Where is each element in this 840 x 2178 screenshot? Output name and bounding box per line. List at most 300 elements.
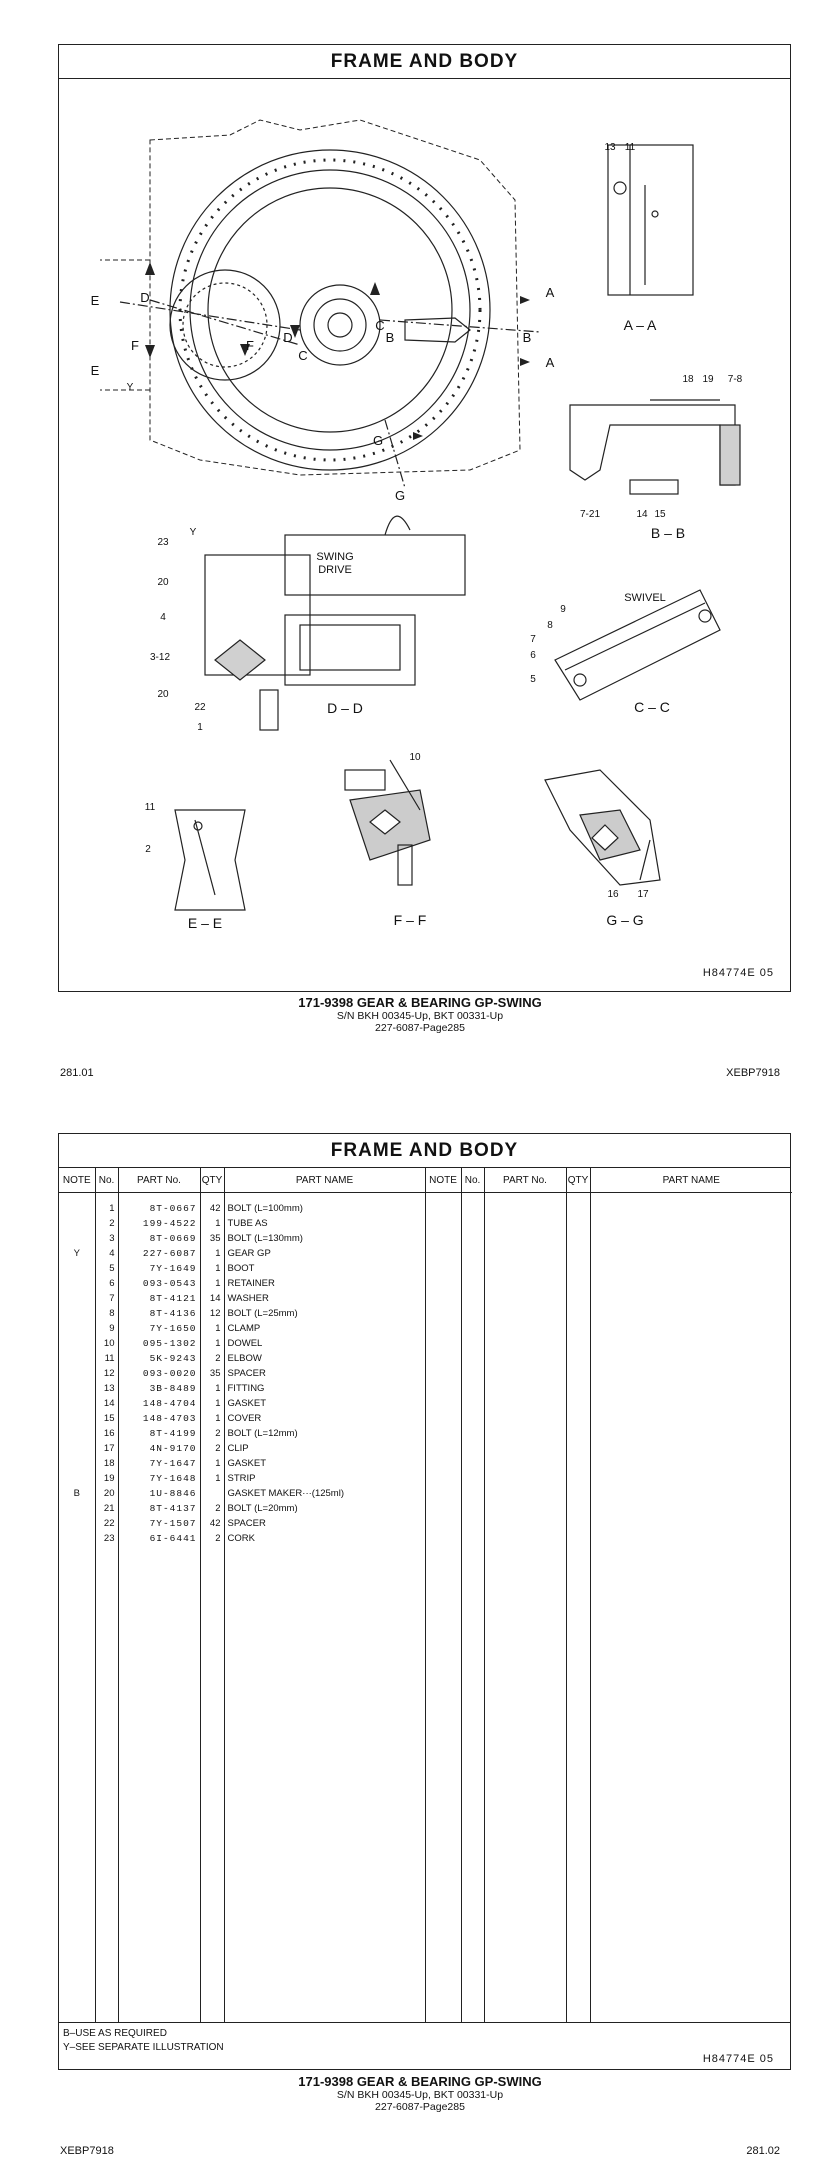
cell-name: GASKET [224, 1396, 425, 1411]
callout-13: 13 [604, 142, 616, 153]
table-row [59, 1216, 792, 1231]
cell-qty: 1 [200, 1381, 224, 1396]
footnote-b: B–USE AS REQUIRED [63, 2028, 167, 2039]
cell-part-no: 8T-4137 [118, 1501, 200, 1516]
empty-cell [590, 1516, 792, 1531]
empty-cell [484, 1336, 566, 1351]
empty-cell [566, 1486, 590, 1501]
empty-cell [461, 1261, 484, 1276]
empty-cell [484, 1411, 566, 1426]
detail-d-d [205, 516, 465, 730]
cell-qty: 2 [200, 1351, 224, 1366]
empty-cell [484, 1381, 566, 1396]
cell-note [59, 1456, 95, 1471]
empty-cell [566, 1471, 590, 1486]
empty-cell [461, 1291, 484, 1306]
empty-cell [566, 1441, 590, 1456]
cell-name: GEAR GP [224, 1246, 425, 1261]
cell-name: GASKET [224, 1456, 425, 1471]
callout-20-bottom: 20 [157, 689, 169, 700]
empty-cell [484, 1456, 566, 1471]
callout-22: 22 [194, 702, 206, 713]
cell-part-no: 4N-9170 [118, 1441, 200, 1456]
empty-cell [425, 1381, 461, 1396]
cell-note [59, 1366, 95, 1381]
empty-cell [484, 1516, 566, 1531]
cell-part-no: 8T-0667 [118, 1201, 200, 1216]
empty-cell [461, 1366, 484, 1381]
letter-b-right: B [522, 330, 532, 345]
cell-qty: 42 [200, 1516, 224, 1531]
cell-qty: 1 [200, 1456, 224, 1471]
empty-cell [566, 1426, 590, 1441]
cell-no: 9 [95, 1321, 118, 1336]
cell-qty: 1 [200, 1216, 224, 1231]
cell-part-no: 148-4703 [118, 1411, 200, 1426]
cell-no: 22 [95, 1516, 118, 1531]
cell-name: BOLT (L=130mm) [224, 1231, 425, 1246]
callout-8: 8 [547, 620, 553, 631]
empty-cell [461, 1336, 484, 1351]
empty-cell [590, 1426, 792, 1441]
empty-cell [590, 1321, 792, 1336]
label-f-f: F – F [393, 912, 427, 928]
cell-part-no: 7Y-1650 [118, 1321, 200, 1336]
header-note-2: NOTE [425, 1168, 461, 1193]
cell-no: 18 [95, 1456, 118, 1471]
empty-cell [425, 1276, 461, 1291]
letter-y-dd: Y [189, 527, 197, 538]
cell-name: ELBOW [224, 1351, 425, 1366]
empty-cell [484, 1351, 566, 1366]
cell-no: 17 [95, 1441, 118, 1456]
swing-drive-pinion [300, 285, 380, 365]
empty-cell [461, 1486, 484, 1501]
cell-part-no: 7Y-1507 [118, 1516, 200, 1531]
parts-rows [59, 1193, 792, 1547]
detail-e-e [175, 810, 245, 910]
empty-cell [461, 1411, 484, 1426]
callout-11-aa: 11 [624, 142, 636, 153]
empty-cell [566, 1261, 590, 1276]
label-swivel: SWIVEL [624, 592, 666, 604]
table-row [59, 1411, 792, 1426]
cell-no: 14 [95, 1396, 118, 1411]
cell-qty: 1 [200, 1411, 224, 1426]
callout-1: 1 [197, 722, 203, 733]
empty-cell [425, 1351, 461, 1366]
cell-name: CLAMP [224, 1321, 425, 1336]
cell-name: BOLT (L=25mm) [224, 1306, 425, 1321]
cell-name: FITTING [224, 1381, 425, 1396]
cell-no: 7 [95, 1291, 118, 1306]
table-row [59, 1426, 792, 1441]
cell-part-no: 5K-9243 [118, 1351, 200, 1366]
cell-part-no: 8T-4199 [118, 1426, 200, 1441]
cell-name: GASKET MAKER···(125ml) [224, 1486, 425, 1501]
letter-f-right: F [246, 338, 254, 353]
callout-11-ee: 11 [144, 802, 156, 813]
empty-cell [425, 1411, 461, 1426]
cell-name: BOOT [224, 1261, 425, 1276]
empty-cell [566, 1531, 590, 1546]
cell-note [59, 1531, 95, 1546]
empty-cell [461, 1201, 484, 1216]
empty-cell [590, 1276, 792, 1291]
empty-cell [590, 1216, 792, 1231]
empty-cell [566, 1381, 590, 1396]
empty-cell [566, 1366, 590, 1381]
empty-cell [461, 1321, 484, 1336]
swivel-opening [170, 270, 280, 380]
detail-a-a [608, 145, 693, 295]
empty-cell [484, 1426, 566, 1441]
callout-7: 7 [530, 634, 536, 645]
letter-y-frame: Y [126, 382, 134, 393]
parts-table [59, 1168, 792, 1546]
cell-note [59, 1291, 95, 1306]
callout-5: 5 [530, 674, 536, 685]
empty-cell [590, 1411, 792, 1426]
header-part-no-2: PART No. [484, 1168, 566, 1193]
page1-title: FRAME AND BODY [330, 51, 519, 72]
callout-17: 17 [637, 889, 649, 900]
cell-note [59, 1321, 95, 1336]
cell-no: 19 [95, 1471, 118, 1486]
swivel-body [405, 318, 470, 342]
table-row [59, 1321, 792, 1336]
empty-cell [461, 1516, 484, 1531]
cell-no: 4 [95, 1246, 118, 1261]
cell-no: 13 [95, 1381, 118, 1396]
cell-note [59, 1501, 95, 1516]
cell-qty: 2 [200, 1531, 224, 1546]
cell-qty: 1 [200, 1471, 224, 1486]
cell-qty: 1 [200, 1276, 224, 1291]
cell-no: 20 [95, 1486, 118, 1501]
empty-cell [590, 1471, 792, 1486]
table-row [59, 1501, 792, 1516]
empty-cell [461, 1426, 484, 1441]
label-e-e: E – E [187, 915, 223, 931]
cell-name: STRIP [224, 1471, 425, 1486]
cell-name: BOLT (L=20mm) [224, 1501, 425, 1516]
empty-cell [484, 1291, 566, 1306]
header-qty-2: QTY [566, 1168, 590, 1193]
table-row [59, 1276, 792, 1291]
label-g-g: G – G [606, 912, 644, 928]
empty-cell [461, 1531, 484, 1546]
label-d-d: D – D [327, 700, 363, 716]
empty-cell [590, 1456, 792, 1471]
empty-cell [425, 1396, 461, 1411]
empty-cell [425, 1261, 461, 1276]
letter-c-left: C [298, 348, 308, 363]
empty-cell [425, 1531, 461, 1546]
header-part-no: PART No. [118, 1168, 200, 1193]
label-a-a: A – A [623, 317, 657, 333]
callout-4: 4 [160, 612, 166, 623]
cell-part-no: 8T-4136 [118, 1306, 200, 1321]
empty-cell [566, 1456, 590, 1471]
cell-part-no: 8T-0669 [118, 1231, 200, 1246]
cell-note: Y [59, 1246, 95, 1261]
table-row [59, 1516, 792, 1531]
empty-cell [484, 1486, 566, 1501]
cell-note [59, 1381, 95, 1396]
cell-qty: 1 [200, 1321, 224, 1336]
letter-a-top: A [545, 285, 555, 300]
callout-7-8: 7-8 [727, 374, 743, 385]
cell-name: BOLT (L=12mm) [224, 1426, 425, 1441]
letter-d-left: D [140, 290, 150, 305]
frame-drawing [100, 120, 520, 475]
letter-f-left: F [131, 338, 139, 353]
cell-qty: 12 [200, 1306, 224, 1321]
cell-name: DOWEL [224, 1336, 425, 1351]
cell-qty: 14 [200, 1291, 224, 1306]
empty-cell [484, 1471, 566, 1486]
table-row [59, 1441, 792, 1456]
cell-note [59, 1426, 95, 1441]
letter-e-top: E [90, 293, 100, 308]
callout-18: 18 [682, 374, 694, 385]
callout-15: 15 [654, 509, 666, 520]
cell-part-no: 227-6087 [118, 1246, 200, 1261]
empty-cell [461, 1246, 484, 1261]
empty-cell [566, 1501, 590, 1516]
parts-list-frame [58, 1133, 791, 2070]
cell-qty: 2 [200, 1441, 224, 1456]
empty-cell [590, 1261, 792, 1276]
cell-name: RETAINER [224, 1276, 425, 1291]
caption-title: 171-9398 GEAR & BEARING GP-SWING [298, 995, 542, 1010]
letter-a-bottom: A [545, 355, 555, 370]
empty-cell [566, 1291, 590, 1306]
letter-e-bottom: E [90, 363, 100, 378]
empty-cell [425, 1246, 461, 1261]
caption-page: 227-6087-Page285 [375, 1022, 465, 1034]
table-row [59, 1351, 792, 1366]
caption2-serial: S/N BKH 00345-Up, BKT 00331-Up [336, 2089, 504, 2101]
table-row [59, 1261, 792, 1276]
callout-20-top: 20 [157, 577, 169, 588]
empty-cell [566, 1321, 590, 1336]
empty-cell [566, 1201, 590, 1216]
cell-name: WASHER [224, 1291, 425, 1306]
empty-cell [425, 1441, 461, 1456]
callout-7-21: 7-21 [579, 509, 601, 520]
empty-cell [484, 1216, 566, 1231]
cell-no: 3 [95, 1231, 118, 1246]
page2-title: FRAME AND BODY [330, 1140, 519, 1161]
cell-qty [200, 1486, 224, 1501]
letter-b-left: B [385, 330, 395, 345]
cell-note [59, 1516, 95, 1531]
empty-cell [425, 1291, 461, 1306]
table-row [59, 1381, 792, 1396]
cell-no: 8 [95, 1306, 118, 1321]
empty-cell [425, 1216, 461, 1231]
empty-cell [425, 1501, 461, 1516]
empty-cell [461, 1456, 484, 1471]
cell-note [59, 1351, 95, 1366]
empty-cell [590, 1501, 792, 1516]
empty-cell [461, 1351, 484, 1366]
cell-qty: 35 [200, 1366, 224, 1381]
page1-number-left: 281.01 [60, 1067, 94, 1079]
caption2-title: 171-9398 GEAR & BEARING GP-SWING [298, 2074, 542, 2089]
cell-no: 2 [95, 1216, 118, 1231]
empty-cell [461, 1381, 484, 1396]
cell-no: 1 [95, 1201, 118, 1216]
label-c-c: C – C [634, 699, 670, 715]
cell-part-no: 093-0020 [118, 1366, 200, 1381]
cell-part-no: 6I-6441 [118, 1531, 200, 1546]
illustration-ref: H84774E 05 [702, 967, 774, 979]
empty-cell [425, 1426, 461, 1441]
table-row [59, 1246, 792, 1261]
empty-cell [484, 1441, 566, 1456]
table-row [59, 1231, 792, 1246]
empty-cell [425, 1516, 461, 1531]
empty-cell [484, 1501, 566, 1516]
empty-cell [425, 1486, 461, 1501]
empty-cell [590, 1366, 792, 1381]
table-header-row [59, 1168, 792, 1193]
empty-cell [461, 1396, 484, 1411]
cell-part-no: 199-4522 [118, 1216, 200, 1231]
cell-name: CLIP [224, 1441, 425, 1456]
table-row [59, 1306, 792, 1321]
callout-9: 9 [560, 604, 566, 615]
cell-part-no: 148-4704 [118, 1396, 200, 1411]
footer-divider [59, 2022, 790, 2023]
cell-note [59, 1231, 95, 1246]
empty-cell [566, 1276, 590, 1291]
parts-illustration-ref: H84774E 05 [702, 2053, 774, 2065]
cell-note [59, 1261, 95, 1276]
empty-cell [566, 1246, 590, 1261]
page1-number-right: XEBP7918 [726, 1067, 780, 1079]
empty-cell [590, 1246, 792, 1261]
empty-cell [590, 1336, 792, 1351]
empty-cell [484, 1261, 566, 1276]
empty-cell [566, 1396, 590, 1411]
empty-cell [425, 1336, 461, 1351]
empty-cell [484, 1531, 566, 1546]
empty-cell [566, 1411, 590, 1426]
cell-part-no: 8T-4121 [118, 1291, 200, 1306]
empty-cell [590, 1531, 792, 1546]
empty-cell [590, 1201, 792, 1216]
cell-qty: 42 [200, 1201, 224, 1216]
empty-cell [425, 1321, 461, 1336]
cell-qty: 2 [200, 1426, 224, 1441]
table-row [59, 1396, 792, 1411]
empty-cell [484, 1246, 566, 1261]
cell-qty: 1 [200, 1336, 224, 1351]
caption2-page: 227-6087-Page285 [375, 2101, 465, 2113]
letter-c-right: C [375, 318, 385, 333]
empty-cell [566, 1231, 590, 1246]
cell-note [59, 1306, 95, 1321]
header-note: NOTE [59, 1168, 95, 1193]
table-row [59, 1336, 792, 1351]
callout-2: 2 [145, 844, 151, 855]
cell-note [59, 1201, 95, 1216]
empty-cell [566, 1306, 590, 1321]
page2-number-left: XEBP7918 [60, 2145, 114, 2157]
page2-caption [0, 2074, 840, 2113]
label-b-b: B – B [650, 525, 686, 541]
cell-part-no: 7Y-1648 [118, 1471, 200, 1486]
cell-part-no: 093-0543 [118, 1276, 200, 1291]
cell-no: 10 [95, 1336, 118, 1351]
cell-no: 21 [95, 1501, 118, 1516]
empty-cell [590, 1486, 792, 1501]
empty-cell [484, 1276, 566, 1291]
empty-cell [484, 1321, 566, 1336]
cell-name: BOLT (L=100mm) [224, 1201, 425, 1216]
empty-cell [484, 1231, 566, 1246]
cell-note [59, 1336, 95, 1351]
empty-cell [425, 1201, 461, 1216]
empty-cell [590, 1306, 792, 1321]
detail-c-c [555, 590, 720, 700]
empty-cell [590, 1381, 792, 1396]
page1-caption [0, 995, 840, 1034]
empty-cell [461, 1306, 484, 1321]
cell-part-no: 095-1302 [118, 1336, 200, 1351]
detail-f-f [345, 760, 430, 885]
table-row [59, 1486, 792, 1501]
cell-note [59, 1276, 95, 1291]
cell-note [59, 1471, 95, 1486]
empty-cell [590, 1396, 792, 1411]
empty-cell [425, 1306, 461, 1321]
callout-10: 10 [409, 752, 421, 763]
detail-g-g [545, 770, 660, 885]
cell-qty: 1 [200, 1246, 224, 1261]
cell-qty: 2 [200, 1501, 224, 1516]
cell-qty: 35 [200, 1231, 224, 1246]
detail-b-b [570, 400, 740, 494]
cell-no: 6 [95, 1276, 118, 1291]
header-part-name: PART NAME [224, 1168, 425, 1193]
cell-no: 12 [95, 1366, 118, 1381]
empty-cell [590, 1231, 792, 1246]
empty-cell [461, 1501, 484, 1516]
empty-cell [461, 1441, 484, 1456]
empty-cell [425, 1456, 461, 1471]
header-qty: QTY [200, 1168, 224, 1193]
empty-cell [484, 1201, 566, 1216]
cell-name: COVER [224, 1411, 425, 1426]
table-row [59, 1531, 792, 1546]
empty-cell [590, 1441, 792, 1456]
table-row [59, 1471, 792, 1486]
footnote-y: Y–SEE SEPARATE ILLUSTRATION [63, 2042, 224, 2053]
cell-note [59, 1441, 95, 1456]
label-swing: SWING [316, 551, 354, 563]
empty-cell [425, 1231, 461, 1246]
cell-no: 11 [95, 1351, 118, 1366]
callout-6: 6 [530, 650, 536, 661]
empty-cell [461, 1276, 484, 1291]
empty-cell [484, 1306, 566, 1321]
cell-note: B [59, 1486, 95, 1501]
